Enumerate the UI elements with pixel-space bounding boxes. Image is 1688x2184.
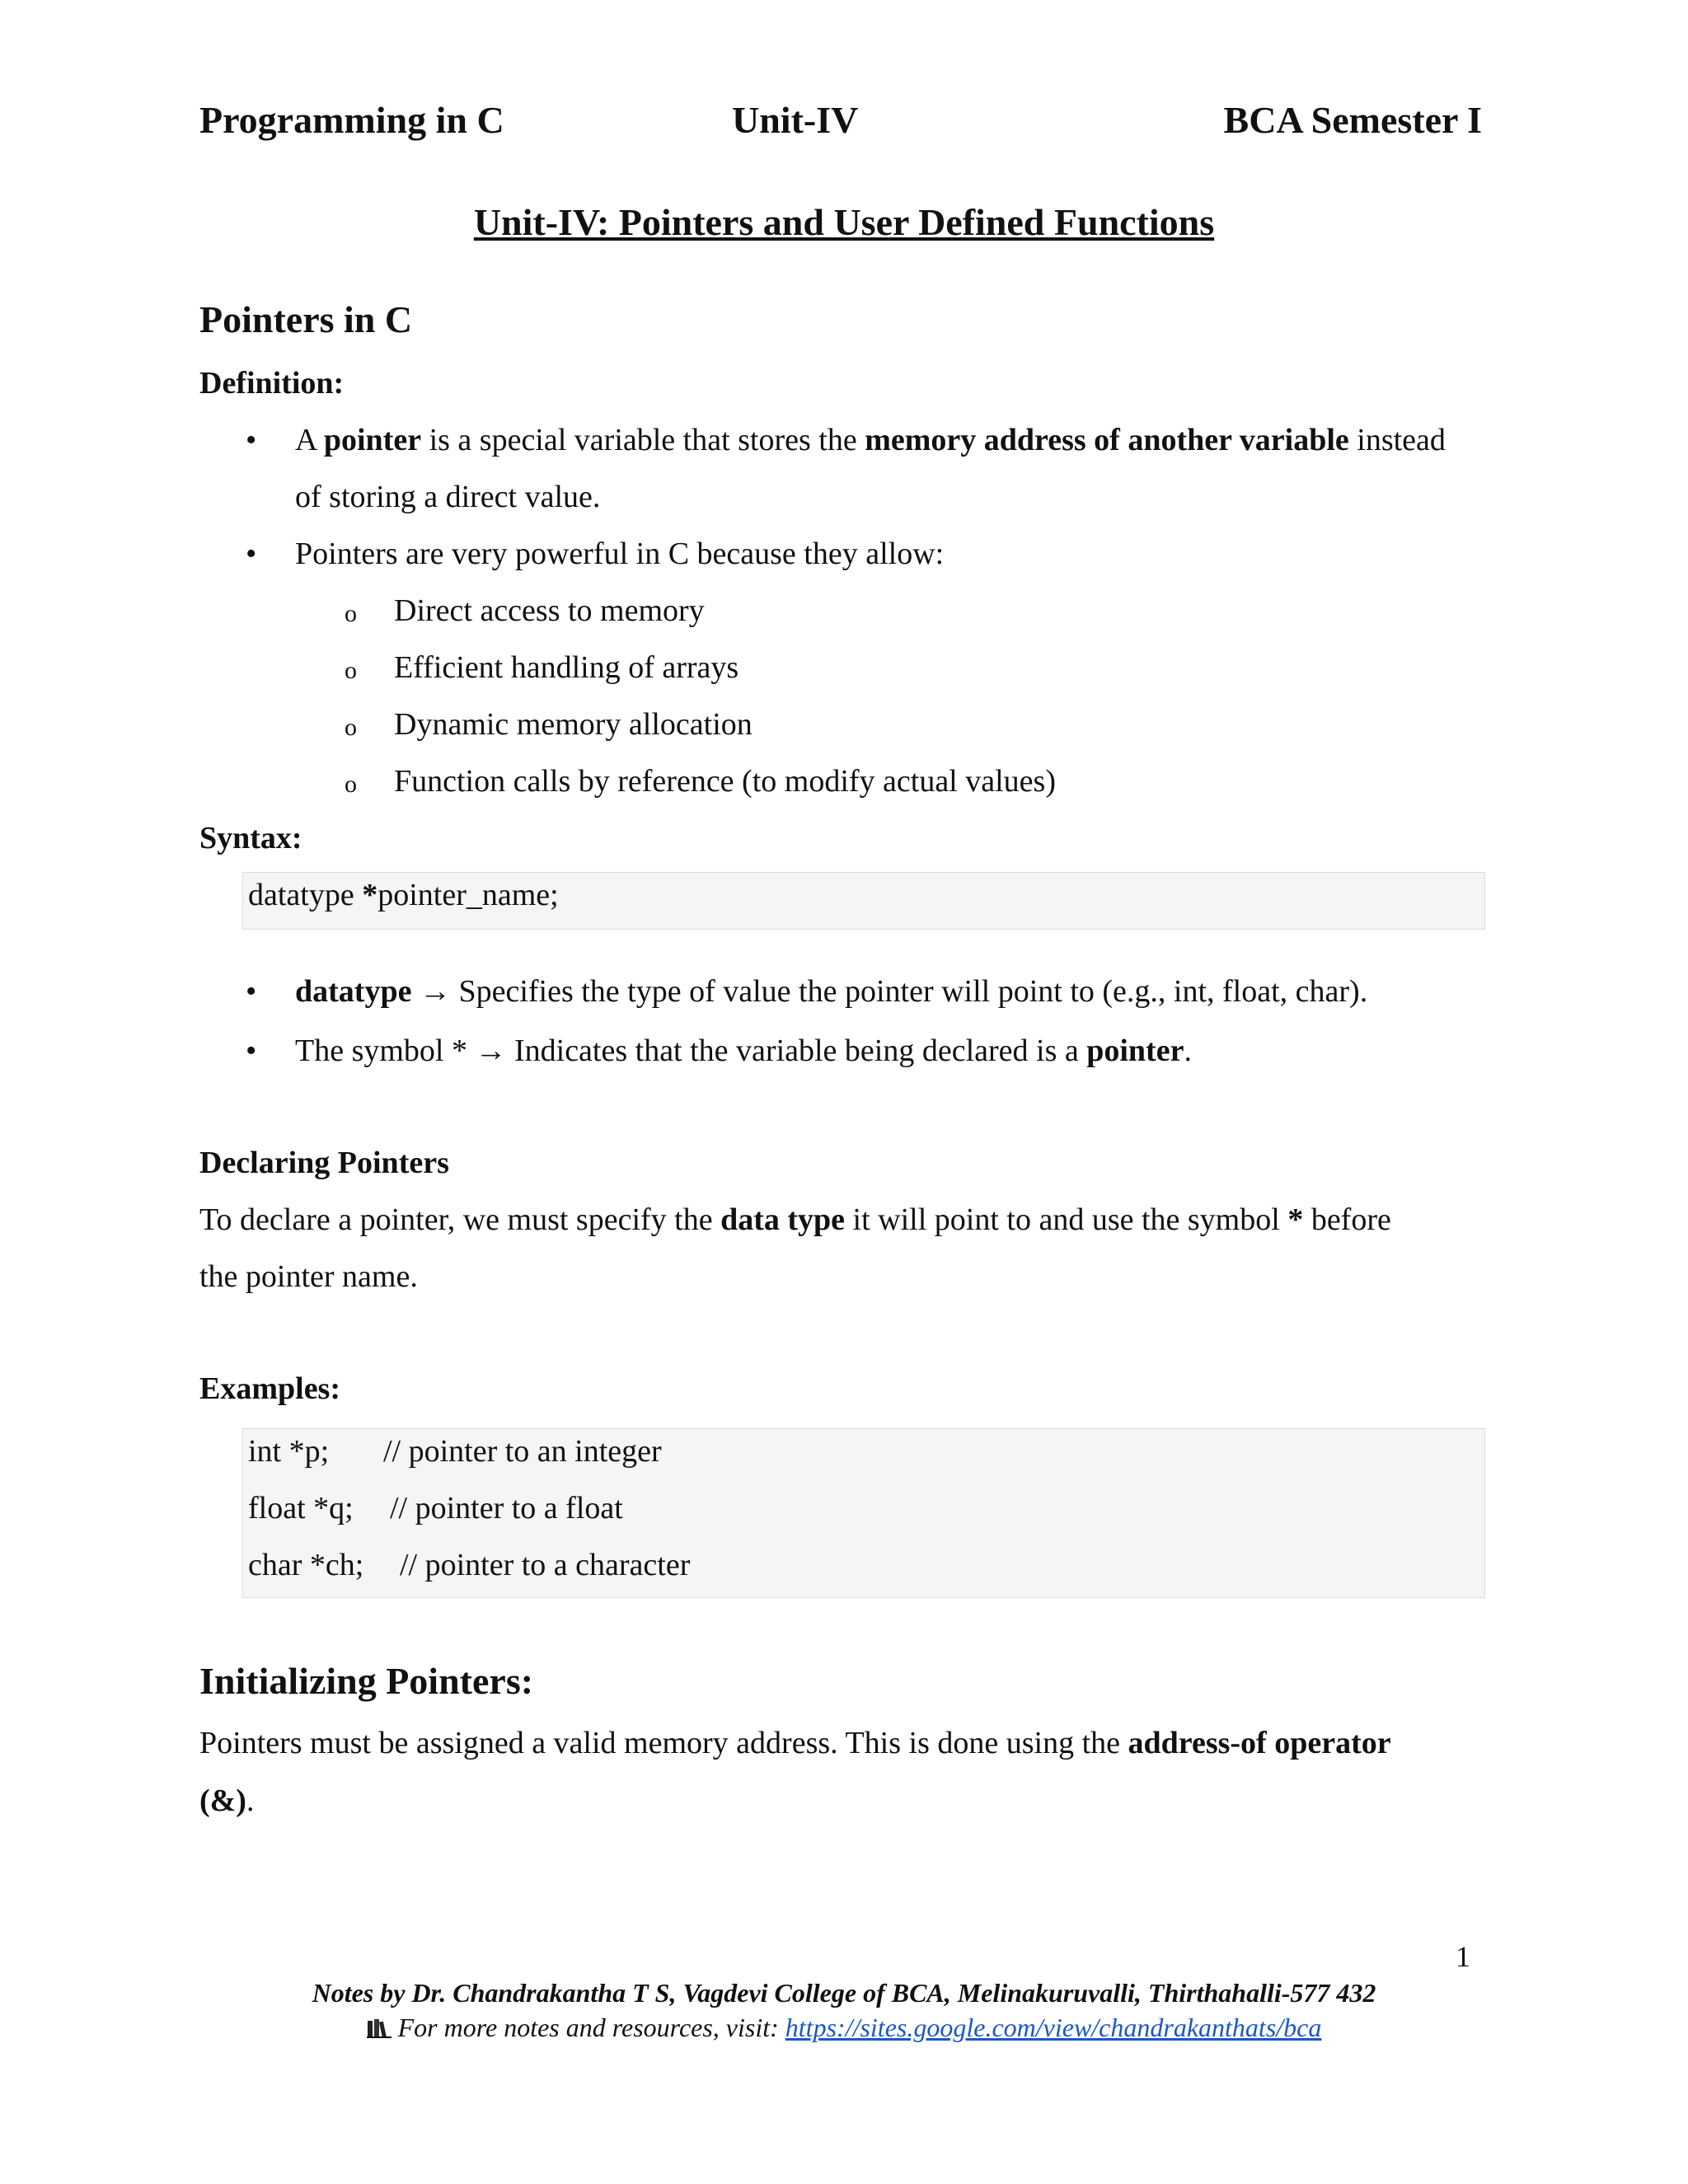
example-comment: // pointer to a float — [390, 1491, 623, 1526]
bullet-marker: • — [246, 974, 257, 1009]
sub-marker: o — [345, 657, 357, 684]
syntax-code: datatype *pointer_name; — [248, 878, 559, 912]
examples-code-box — [242, 1428, 1485, 1598]
bullet-marker: • — [246, 1033, 257, 1068]
example-comment: // pointer to a character — [400, 1548, 691, 1582]
page-header — [199, 96, 1482, 145]
bullet-marker: • — [246, 423, 257, 457]
syntax-label: Syntax: — [199, 821, 302, 855]
page-number: 1 — [1456, 1940, 1470, 1973]
declaring-text: To declare a pointer, we must specify the data type it will point to and use the symbol * before — [199, 1202, 1391, 1237]
bullet-marker: • — [246, 537, 257, 571]
sub-marker: o — [345, 600, 357, 627]
syntax-code-box — [242, 872, 1485, 930]
example-comment: // pointer to an integer — [383, 1434, 662, 1469]
books-icon — [367, 2018, 392, 2038]
symbol-text: The symbol * → Indicates that the variable being declared is a pointer. — [295, 1033, 1192, 1068]
header-semester: BCA Semester I — [1223, 99, 1482, 141]
powerful-text: Pointers are very powerful in C because they allow: — [295, 537, 945, 571]
definition-text: A pointer is a special variable that stores the memory address of another variable instead — [295, 423, 1446, 457]
sub-item-text: Function calls by reference (to modify actual values) — [394, 764, 1056, 799]
sub-marker: o — [345, 714, 357, 741]
section-heading-pointers: Pointers in C — [199, 298, 413, 340]
examples-label: Examples: — [199, 1371, 340, 1406]
footer-link[interactable]: https://sites.google.com/view/chandrakanthats/bca — [785, 2013, 1322, 2042]
header-course: Programming in C — [199, 99, 504, 141]
unit-title: Unit-IV: Pointers and User Defined Functions — [473, 201, 1215, 243]
sub-marker: o — [345, 771, 357, 798]
definition-label: Definition: — [199, 366, 345, 401]
declaring-heading: Declaring Pointers — [199, 1146, 449, 1180]
sub-item-text: Direct access to memory — [394, 593, 705, 628]
datatype-text: datatype → Specifies the type of value the pointer will point to (e.g., int, float, char). — [295, 974, 1368, 1009]
declaring-text-line2: the pointer name. — [199, 1259, 418, 1294]
footer-resources-label: For more notes and resources, visit: — [397, 2013, 785, 2042]
example-line: int *p; // pointer to an integer — [248, 1431, 329, 1472]
footer-resources — [0, 2010, 1688, 2045]
initializing-text-line2: (&). — [199, 1783, 255, 1818]
definition-text-line2: of storing a direct value. — [295, 480, 601, 514]
header-unit: Unit-IV — [732, 99, 859, 141]
sub-item-text: Efficient handling of arrays — [394, 650, 739, 685]
initializing-heading: Initializing Pointers: — [199, 1660, 534, 1702]
footer-credit: Notes by Dr. Chandrakantha T S, Vagdevi College of BCA, Melinakuruvalli, Thirthahalli-577 432 — [312, 1978, 1376, 2008]
initializing-text: Pointers must be assigned a valid memory address. This is done using the address-of operator — [199, 1726, 1391, 1760]
example-line: float *q; // pointer to a float — [248, 1488, 354, 1529]
sub-item-text: Dynamic memory allocation — [394, 707, 753, 742]
example-line: char *ch; // pointer to a character — [248, 1544, 363, 1586]
